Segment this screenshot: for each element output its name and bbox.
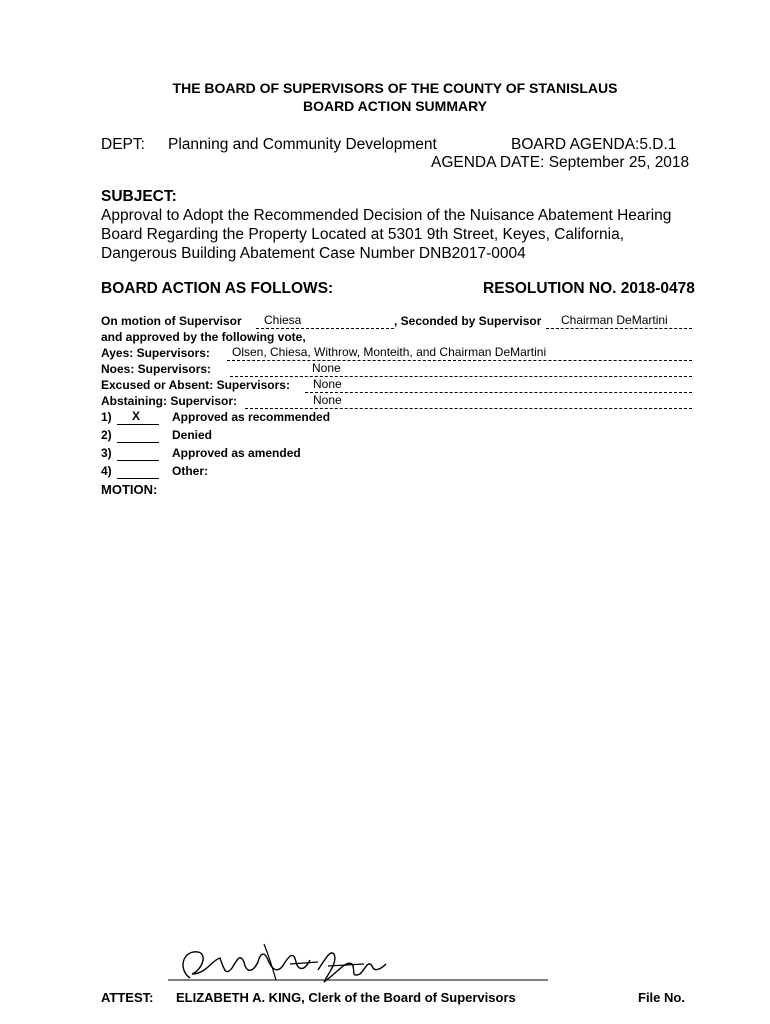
subject-label: SUBJECT: <box>101 188 177 205</box>
board-agenda: BOARD AGENDA:5.D.1 <box>511 136 677 153</box>
seconded-name: Chairman DeMartini <box>561 313 668 327</box>
option-4-label: Other: <box>172 464 208 478</box>
abstaining-names: None <box>313 393 342 407</box>
agenda-date: AGENDA DATE: September 25, 2018 <box>431 154 690 171</box>
board-action-label: BOARD ACTION AS FOLLOWS: <box>101 280 334 297</box>
option-1-mark: X <box>132 409 141 423</box>
option-4-number: 4) <box>101 464 112 478</box>
excused-line <box>305 392 692 393</box>
option-1-blank <box>117 424 159 425</box>
seconded-label: , Seconded by Supervisor <box>394 314 542 328</box>
signature-image <box>168 940 558 995</box>
seconded-line <box>546 328 692 329</box>
option-4-blank <box>117 478 159 479</box>
option-1-number: 1) <box>101 410 112 424</box>
abstaining-label: Abstaining: Supervisor: <box>101 394 238 408</box>
excused-names: None <box>313 377 342 391</box>
noes-label: Noes: Supervisors: <box>101 362 212 376</box>
motion-by-label: On motion of Supervisor <box>101 314 242 328</box>
option-1-label: Approved as recommended <box>172 410 331 424</box>
motion-by-line <box>256 328 394 329</box>
noes-names: None <box>312 361 341 375</box>
dept-label: DEPT: <box>101 136 145 153</box>
subject-text: Approval to Adopt the Recommended Decision of the Nuisance Abatement Hearing Board Regarding the Property Located at 5301 9th Street, Keyes, California, Dangerous Building Abatement Case Number DNB2017-0004 <box>101 207 672 262</box>
abstaining-line <box>245 408 692 409</box>
noes-line <box>230 376 692 377</box>
resolution-number: RESOLUTION NO. 2018-0478 <box>483 280 695 297</box>
option-3-number: 3) <box>101 446 112 460</box>
ayes-line <box>227 360 692 361</box>
option-3-blank <box>117 460 159 461</box>
option-3-label: Approved as amended <box>172 446 301 460</box>
attest-label: ATTEST: <box>101 990 154 1005</box>
excused-label: Excused or Absent: Supervisors: <box>101 378 290 392</box>
file-number-label: File No. <box>638 990 685 1005</box>
option-2-label: Denied <box>172 428 213 442</box>
ayes-label: Ayes: Supervisors: <box>101 346 210 360</box>
ayes-names: Olsen, Chiesa, Withrow, Monteith, and Chairman DeMartini <box>232 345 547 359</box>
approved-line: and approved by the following vote, <box>101 330 306 344</box>
motion-by-name: Chiesa <box>264 313 302 327</box>
clerk-name: ELIZABETH A. KING, Clerk of the Board of Supervisors <box>176 990 516 1005</box>
option-2-blank <box>117 442 159 443</box>
document-subtitle: BOARD ACTION SUMMARY <box>302 98 488 114</box>
option-2-number: 2) <box>101 428 112 442</box>
document-title: THE BOARD OF SUPERVISORS OF THE COUNTY OF STANISLAUS <box>172 80 618 96</box>
dept-value: Planning and Community Development <box>168 136 437 153</box>
motion-label: MOTION: <box>101 482 158 497</box>
